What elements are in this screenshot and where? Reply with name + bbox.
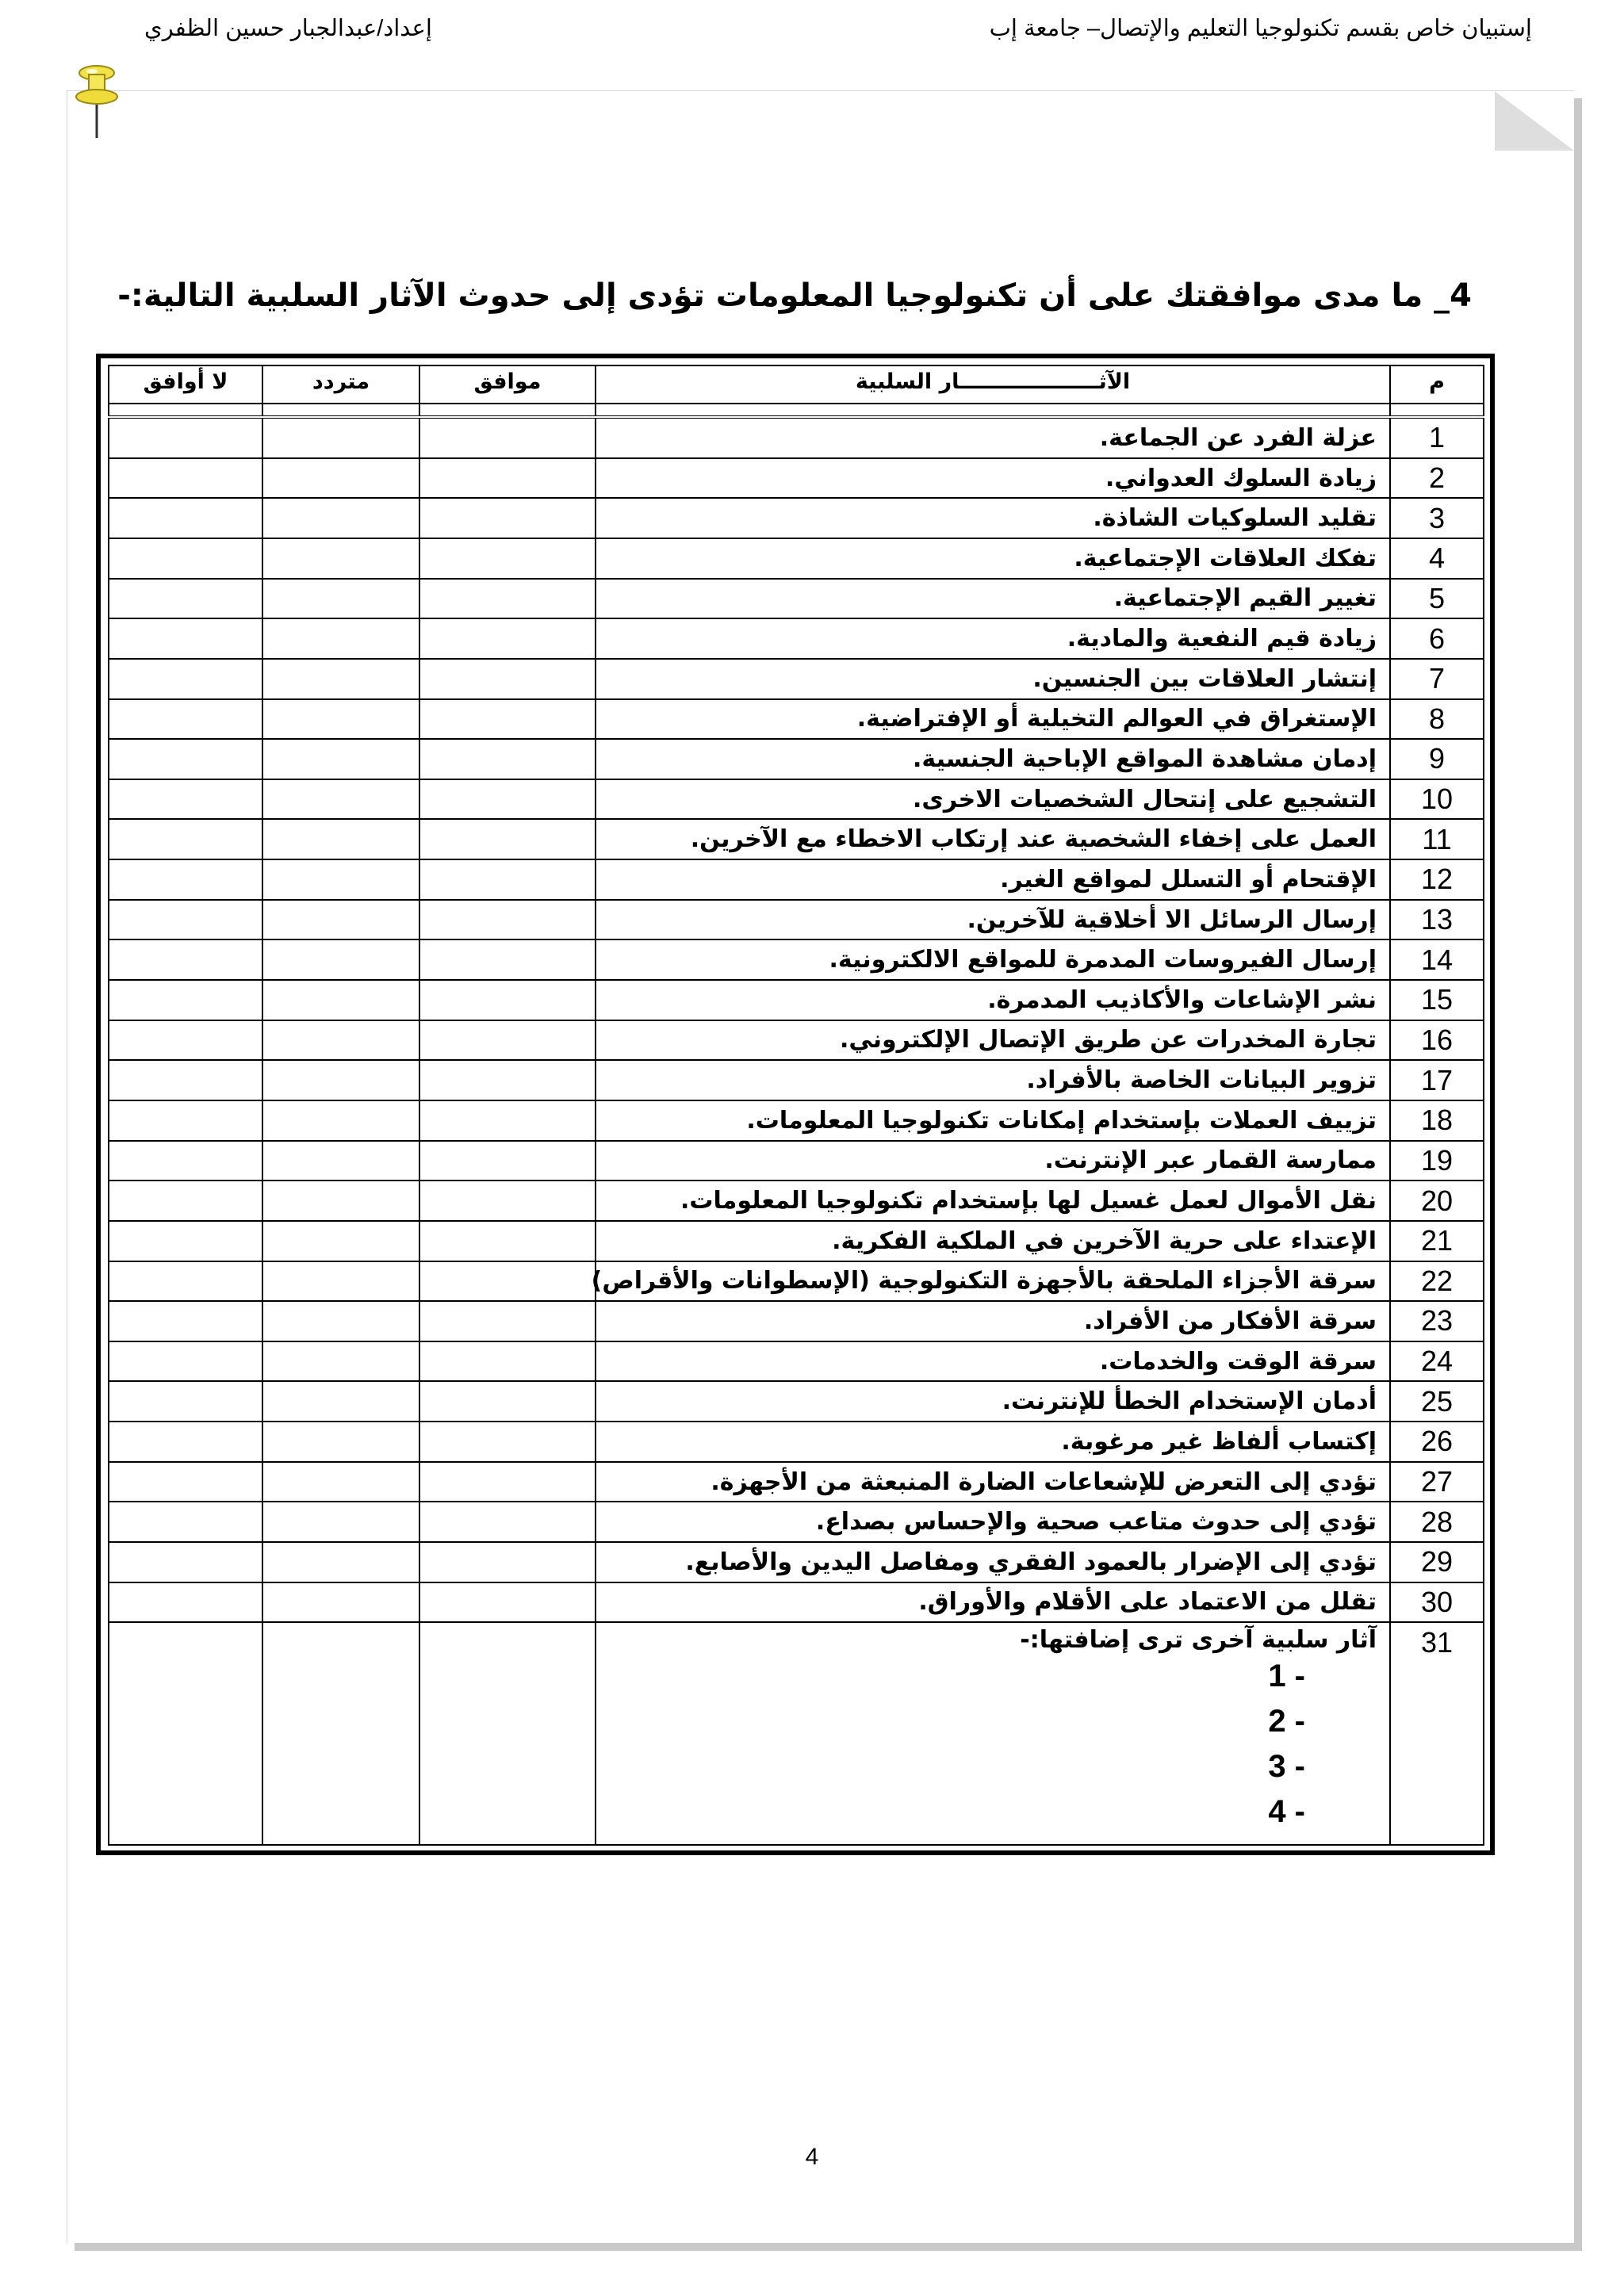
disagree-cell[interactable] <box>109 1020 262 1061</box>
header-unsure: متردد <box>262 365 419 404</box>
table-row <box>109 1221 1484 1261</box>
table-row <box>109 1542 1484 1582</box>
table-header-row <box>109 365 1484 404</box>
row-number: 27 <box>1390 1462 1484 1502</box>
disagree-cell[interactable] <box>109 1542 262 1582</box>
table-row <box>109 538 1484 579</box>
agree-cell[interactable] <box>419 779 596 820</box>
unsure-cell[interactable] <box>262 538 419 579</box>
disagree-cell[interactable] <box>109 1381 262 1422</box>
effect-text: إكتساب ألفاظ غير مرغوبة. <box>596 1422 1390 1462</box>
agree-cell[interactable] <box>419 1261 596 1302</box>
agree-cell[interactable] <box>419 939 596 980</box>
table-row <box>109 1020 1484 1061</box>
header-agree: موافق <box>419 365 596 404</box>
agree-cell[interactable] <box>419 417 596 458</box>
effect-text: زيادة قيم النفعية والمادية. <box>596 618 1390 659</box>
disagree-cell[interactable] <box>109 1502 262 1542</box>
agree-cell[interactable] <box>419 538 596 579</box>
agree-cell[interactable] <box>419 1100 596 1141</box>
unsure-cell[interactable] <box>262 980 419 1020</box>
unsure-cell[interactable] <box>262 1622 419 1845</box>
negative-effects-table <box>108 365 1484 1846</box>
header-author: إعداد/عبدالجبار حسين الظفري <box>144 16 432 41</box>
effect-text: ممارسة القمار عبر الإنترنت. <box>596 1141 1390 1181</box>
agree-cell[interactable] <box>419 1060 596 1100</box>
unsure-cell[interactable] <box>262 779 419 820</box>
disagree-cell[interactable] <box>109 699 262 740</box>
row-number: 25 <box>1390 1381 1484 1422</box>
disagree-cell[interactable] <box>109 1141 262 1181</box>
table-row <box>109 900 1484 940</box>
table-row <box>109 1462 1484 1502</box>
table-row <box>109 980 1484 1020</box>
row-number: 14 <box>1390 939 1484 980</box>
unsure-cell[interactable] <box>262 1020 419 1061</box>
effect-text: تقلل من الاعتماد على الأقلام والأوراق. <box>596 1582 1390 1623</box>
agree-cell[interactable] <box>419 1381 596 1422</box>
row-number: 15 <box>1390 980 1484 1020</box>
agree-cell[interactable] <box>419 1502 596 1542</box>
row-number: 12 <box>1390 859 1484 900</box>
unsure-cell[interactable] <box>262 1341 419 1382</box>
agree-cell[interactable] <box>419 900 596 940</box>
unsure-cell[interactable] <box>262 699 419 740</box>
unsure-cell[interactable] <box>262 417 419 458</box>
page-number: 4 <box>805 2144 819 2170</box>
row-number: 3 <box>1390 498 1484 538</box>
disagree-cell[interactable] <box>109 900 262 940</box>
push-pin-icon <box>73 63 121 143</box>
effect-text: تغيير القيم الإجتماعية. <box>596 579 1390 619</box>
effect-text: تزييف العملات بإستخدام إمكانات تكنولوجيا المعلومات. <box>596 1100 1390 1141</box>
disagree-cell[interactable] <box>109 1261 262 1302</box>
unsure-cell[interactable] <box>262 1181 419 1221</box>
effect-text: تؤدي إلى الإضرار بالعمود الفقري ومفاصل اليدين والأصابع. <box>596 1542 1390 1582</box>
unsure-cell[interactable] <box>262 1462 419 1502</box>
other-effects-label: آثار سلبية آخرى ترى إضافتها:- <box>1020 1626 1377 1655</box>
agree-cell[interactable] <box>419 1582 596 1623</box>
add-effect-line[interactable]: 3 - <box>1268 1749 1305 1785</box>
row-number: 18 <box>1390 1100 1484 1141</box>
row-number: 9 <box>1390 739 1484 779</box>
row-number: 6 <box>1390 618 1484 659</box>
agree-cell[interactable] <box>419 1542 596 1582</box>
row-number: 30 <box>1390 1582 1484 1623</box>
row-number: 29 <box>1390 1542 1484 1582</box>
effect-text: تزوير البيانات الخاصة بالأفراد. <box>596 1060 1390 1100</box>
row-number: 7 <box>1390 659 1484 699</box>
effect-text: نشر الإشاعات والأكاذيب المدمرة. <box>596 980 1390 1020</box>
disagree-cell[interactable] <box>109 980 262 1020</box>
effect-text: إرسال الفيروسات المدمرة للمواقع الالكترونية. <box>596 939 1390 980</box>
agree-cell[interactable] <box>419 739 596 779</box>
unsure-cell[interactable] <box>262 659 419 699</box>
effect-text: التشجيع على إنتحال الشخصيات الاخرى. <box>596 779 1390 820</box>
question-4-heading: 4_ ما مدى موافقتك على أن تكنولوجيا المعلومات تؤدى إلى حدوث الآثار السلبية التالية:- <box>117 277 1472 314</box>
effect-text: زيادة السلوك العدواني. <box>596 458 1390 499</box>
agree-cell[interactable] <box>419 618 596 659</box>
row-number: 4 <box>1390 538 1484 579</box>
disagree-cell[interactable] <box>109 739 262 779</box>
table-row <box>109 1341 1484 1382</box>
agree-cell[interactable] <box>419 980 596 1020</box>
unsure-cell[interactable] <box>262 1141 419 1181</box>
row-number: 21 <box>1390 1221 1484 1261</box>
unsure-cell[interactable] <box>262 1502 419 1542</box>
agree-cell[interactable] <box>419 699 596 740</box>
disagree-cell[interactable] <box>109 1582 262 1623</box>
disagree-cell[interactable] <box>109 579 262 619</box>
disagree-cell[interactable] <box>109 659 262 699</box>
effect-text: نقل الأموال لعمل غسيل لها بإستخدام تكنولوجيا المعلومات. <box>596 1181 1390 1221</box>
effect-text: تقليد السلوكيات الشاذة. <box>596 498 1390 538</box>
table-row <box>109 1100 1484 1141</box>
table-row <box>109 1060 1484 1100</box>
table-row <box>109 779 1484 820</box>
row-number: 16 <box>1390 1020 1484 1061</box>
add-effect-line[interactable]: 4 - <box>1268 1794 1305 1830</box>
row-number: 28 <box>1390 1502 1484 1542</box>
disagree-cell[interactable] <box>109 1221 262 1261</box>
effect-text: تجارة المخدرات عن طريق الإتصال الإلكتروني. <box>596 1020 1390 1061</box>
effect-text: سرقة الأجزاء الملحقة بالأجهزة التكنولوجية (الإسطوانات والأقراص) <box>596 1261 1390 1302</box>
unsure-cell[interactable] <box>262 739 419 779</box>
row-number: 26 <box>1390 1422 1484 1462</box>
unsure-cell[interactable] <box>262 900 419 940</box>
unsure-cell[interactable] <box>262 579 419 619</box>
unsure-cell[interactable] <box>262 819 419 859</box>
unsure-cell[interactable] <box>262 1381 419 1422</box>
effect-text: الإقتحام أو التسلل لمواقع الغير. <box>596 859 1390 900</box>
table-row <box>109 1381 1484 1422</box>
row-number: 19 <box>1390 1141 1484 1181</box>
agree-cell[interactable] <box>419 1422 596 1462</box>
disagree-cell[interactable] <box>109 1301 262 1341</box>
disagree-cell[interactable] <box>109 458 262 499</box>
agree-cell[interactable] <box>419 819 596 859</box>
header-survey-title: إستبيان خاص بقسم تكنولوجيا التعليم والإتصال– جامعة إب <box>989 16 1532 41</box>
table-row <box>109 417 1484 458</box>
unsure-cell[interactable] <box>262 939 419 980</box>
agree-cell[interactable] <box>419 859 596 900</box>
effect-text: سرقة الأفكار من الأفراد. <box>596 1301 1390 1341</box>
page-curl <box>1495 91 1574 151</box>
disagree-cell[interactable] <box>109 618 262 659</box>
unsure-cell[interactable] <box>262 1261 419 1302</box>
disagree-cell[interactable] <box>109 1341 262 1382</box>
effect-text: إنتشار العلاقات بين الجنسين. <box>596 659 1390 699</box>
disagree-cell[interactable] <box>109 859 262 900</box>
disagree-cell[interactable] <box>109 1462 262 1502</box>
row-number: 11 <box>1390 819 1484 859</box>
disagree-cell[interactable] <box>109 1181 262 1221</box>
effect-text: عزلة الفرد عن الجماعة. <box>596 417 1390 458</box>
row-number: 10 <box>1390 779 1484 820</box>
row-number: 1 <box>1390 417 1484 458</box>
effect-text: إدمان مشاهدة المواقع الإباحية الجنسية. <box>596 739 1390 779</box>
table-row <box>109 739 1484 779</box>
disagree-cell[interactable] <box>109 819 262 859</box>
disagree-cell[interactable] <box>109 1060 262 1100</box>
row-number: 23 <box>1390 1301 1484 1341</box>
effect-text: أدمان الإستخدام الخطأ للإنترنت. <box>596 1381 1390 1422</box>
disagree-cell[interactable] <box>109 1422 262 1462</box>
disagree-cell[interactable] <box>109 779 262 820</box>
agree-cell[interactable] <box>419 1221 596 1261</box>
row-number: 17 <box>1390 1060 1484 1100</box>
unsure-cell[interactable] <box>262 1100 419 1141</box>
disagree-cell[interactable] <box>109 1622 262 1845</box>
table-row <box>109 1261 1484 1302</box>
effect-text: تؤدي إلى التعرض للإشعاعات الضارة المنبعثة من الأجهزة. <box>596 1462 1390 1502</box>
table-row <box>109 819 1484 859</box>
table-row <box>109 1422 1484 1462</box>
agree-cell[interactable] <box>419 1301 596 1341</box>
table-row <box>109 939 1484 980</box>
row-number: 31 <box>1390 1622 1484 1845</box>
unsure-cell[interactable] <box>262 1542 419 1582</box>
table-row <box>109 498 1484 538</box>
unsure-cell[interactable] <box>262 1582 419 1623</box>
agree-cell[interactable] <box>419 1341 596 1382</box>
table-row <box>109 699 1484 740</box>
table-row <box>109 1301 1484 1341</box>
add-effect-line[interactable]: 2 - <box>1268 1704 1305 1739</box>
row-number: 13 <box>1390 900 1484 940</box>
disagree-cell[interactable] <box>109 939 262 980</box>
header-disagree: لا أوافق <box>109 365 262 404</box>
disagree-cell[interactable] <box>109 417 262 458</box>
row-number: 20 <box>1390 1181 1484 1221</box>
agree-cell[interactable] <box>419 1141 596 1181</box>
unsure-cell[interactable] <box>262 1060 419 1100</box>
row-number: 2 <box>1390 458 1484 499</box>
effect-text: الإستغراق في العوالم التخيلية أو الإفتراضية. <box>596 699 1390 740</box>
table-row <box>109 579 1484 619</box>
table-row <box>109 1141 1484 1181</box>
unsure-cell[interactable] <box>262 859 419 900</box>
effect-text: العمل على إخفاء الشخصية عند إرتكاب الاخطاء مع الآخرين. <box>596 819 1390 859</box>
table-row <box>109 659 1484 699</box>
unsure-cell[interactable] <box>262 618 419 659</box>
row-number: 8 <box>1390 699 1484 740</box>
agree-cell[interactable] <box>419 498 596 538</box>
agree-cell[interactable] <box>419 1181 596 1221</box>
unsure-cell[interactable] <box>262 1422 419 1462</box>
agree-cell[interactable] <box>419 1020 596 1061</box>
disagree-cell[interactable] <box>109 1100 262 1141</box>
effect-text: سرقة الوقت والخدمات. <box>596 1341 1390 1382</box>
table-row-other-effects <box>109 1622 1484 1845</box>
unsure-cell[interactable] <box>262 498 419 538</box>
table-row <box>109 458 1484 499</box>
effect-text: إرسال الرسائل الا أخلاقية للآخرين. <box>596 900 1390 940</box>
header-num: م <box>1390 365 1484 404</box>
agree-cell[interactable] <box>419 659 596 699</box>
disagree-cell[interactable] <box>109 498 262 538</box>
header-effect: الآثـــــــــــــــــــار السلبية <box>596 365 1390 404</box>
unsure-cell[interactable] <box>262 458 419 499</box>
agree-cell[interactable] <box>419 1622 596 1845</box>
row-number: 24 <box>1390 1341 1484 1382</box>
row-number: 5 <box>1390 579 1484 619</box>
unsure-cell[interactable] <box>262 1301 419 1341</box>
other-effects-cell <box>596 1622 1390 1845</box>
agree-cell[interactable] <box>419 1462 596 1502</box>
disagree-cell[interactable] <box>109 538 262 579</box>
table-row <box>109 859 1484 900</box>
header-separator <box>109 404 1484 417</box>
add-effect-line[interactable]: 1 - <box>1268 1659 1305 1694</box>
effect-text: الإعتداء على حرية الآخرين في الملكية الفكرية. <box>596 1221 1390 1261</box>
effect-text: تفكك العلاقات الإجتماعية. <box>596 538 1390 579</box>
table-row <box>109 618 1484 659</box>
row-number: 22 <box>1390 1261 1484 1302</box>
agree-cell[interactable] <box>419 579 596 619</box>
table-row <box>109 1502 1484 1542</box>
table-row <box>109 1181 1484 1221</box>
table-row <box>109 1582 1484 1623</box>
effect-text: تؤدي إلى حدوث متاعب صحية والإحساس بصداع. <box>596 1502 1390 1542</box>
unsure-cell[interactable] <box>262 1221 419 1261</box>
agree-cell[interactable] <box>419 458 596 499</box>
